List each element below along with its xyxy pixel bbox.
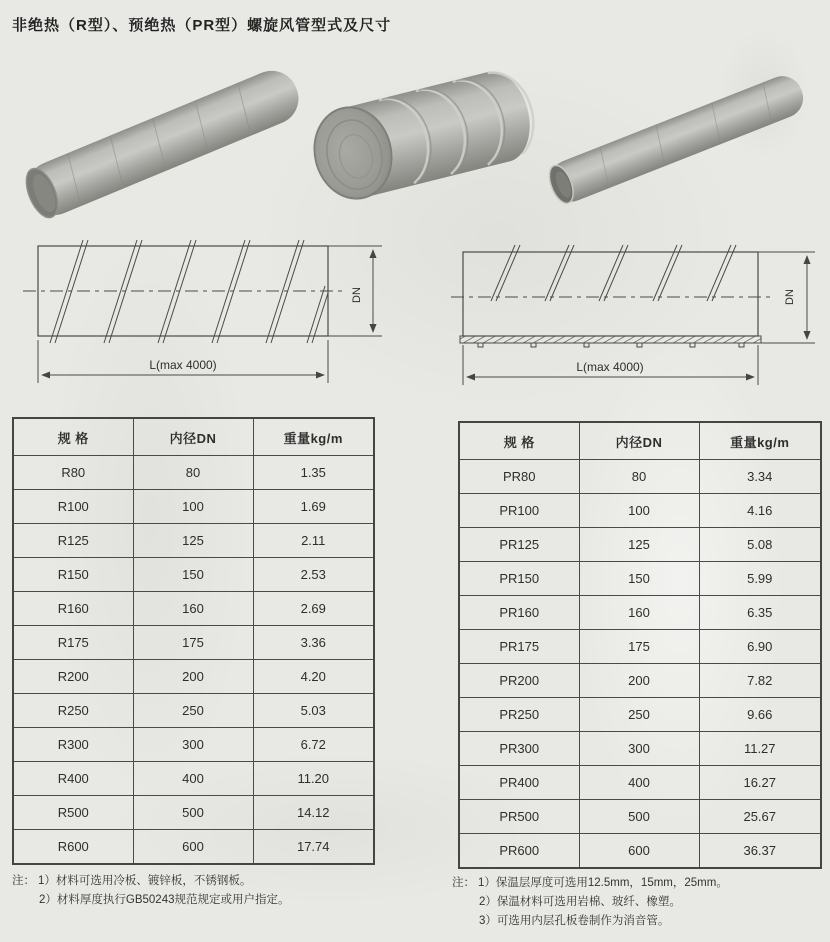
table-cell: 160 (133, 592, 253, 626)
header-weight: 重量kg/m (253, 418, 374, 456)
table-cell: PR400 (459, 766, 579, 800)
note-line (452, 874, 728, 893)
header-inner-diameter: 内径DN (133, 418, 253, 456)
table-row (13, 456, 374, 490)
spec-table-r-type (12, 417, 375, 865)
table-cell: PR500 (459, 800, 579, 834)
table-row (13, 694, 374, 728)
table-cell: 4.16 (699, 494, 821, 528)
table-cell: R150 (13, 558, 133, 592)
photo-spiral-duct-cylinder (305, 64, 542, 207)
table-row (459, 596, 821, 630)
table-cell: R100 (13, 490, 133, 524)
header-spec: 规 格 (459, 422, 579, 460)
table-row (13, 796, 374, 830)
note-prefix: 注： (12, 875, 35, 887)
table-cell: 4.20 (253, 660, 374, 694)
table-cell: PR175 (459, 630, 579, 664)
table-cell: 6.72 (253, 728, 374, 762)
table-cell: 5.08 (699, 528, 821, 562)
table-cell: 1.35 (253, 456, 374, 490)
diagram-r-type (5, 233, 410, 391)
table-cell: R200 (13, 660, 133, 694)
table-cell: R400 (13, 762, 133, 796)
table-row (459, 834, 821, 869)
table-cell: 5.03 (253, 694, 374, 728)
table-row (459, 562, 821, 596)
table-cell: 250 (579, 698, 699, 732)
table-row (459, 664, 821, 698)
table-cell: R80 (13, 456, 133, 490)
table-cell: 5.99 (699, 562, 821, 596)
table-cell: 150 (133, 558, 253, 592)
table-row (13, 592, 374, 626)
table-cell: 300 (133, 728, 253, 762)
table-cell: 1.69 (253, 490, 374, 524)
table-row (13, 626, 374, 660)
dn-label: DN (784, 289, 796, 305)
table-cell: PR200 (459, 664, 579, 698)
table-cell: 400 (133, 762, 253, 796)
table-cell: 16.27 (699, 766, 821, 800)
table-cell: 2.69 (253, 592, 374, 626)
table-cell: 100 (133, 490, 253, 524)
table-cell: R125 (13, 524, 133, 558)
table-cell: 400 (579, 766, 699, 800)
table-cell: 80 (579, 460, 699, 494)
table-cell: PR250 (459, 698, 579, 732)
table-cell: 2.53 (253, 558, 374, 592)
note-line: 2）材料厚度执行GB50243规范规定或用户指定。 (39, 894, 290, 906)
table-cell: 36.37 (699, 834, 821, 869)
photo-spiral-duct-long (20, 63, 307, 223)
table-cell: R500 (13, 796, 133, 830)
table-cell: 17.74 (253, 830, 374, 865)
note-line (12, 872, 290, 891)
table-header-row (459, 422, 821, 460)
table-row (459, 800, 821, 834)
table-row (459, 494, 821, 528)
table-cell: 160 (579, 596, 699, 630)
table-row (13, 490, 374, 524)
insulation-strip (460, 336, 761, 343)
table-cell: 150 (579, 562, 699, 596)
table-cell: 7.82 (699, 664, 821, 698)
table-row (459, 528, 821, 562)
table-row (13, 524, 374, 558)
note-text: 1）保温层厚度可选用12.5mm，15mm，25mm。 (478, 877, 728, 889)
table-cell: 175 (133, 626, 253, 660)
table-cell: PR600 (459, 834, 579, 869)
notes-r-type (12, 872, 290, 910)
table-header-row (13, 418, 374, 456)
header-inner-diameter: 内径DN (579, 422, 699, 460)
spec-table-pr-type (458, 421, 822, 869)
table-cell: 25.67 (699, 800, 821, 834)
table-cell: R300 (13, 728, 133, 762)
table-cell: 14.12 (253, 796, 374, 830)
product-photos (0, 55, 830, 235)
table-row (13, 830, 374, 865)
insulation-clips (478, 343, 744, 347)
table-row (13, 660, 374, 694)
diagram-pr-type (443, 233, 830, 391)
duct-body-outline (463, 252, 758, 336)
table-cell: R250 (13, 694, 133, 728)
table-cell: 300 (579, 732, 699, 766)
table-cell: 3.36 (253, 626, 374, 660)
note-text: 1）材料可选用冷板、镀锌板，不锈钢板。 (38, 875, 252, 887)
table-row (13, 762, 374, 796)
table-cell: 175 (579, 630, 699, 664)
photo-spiral-duct-thin (544, 70, 809, 207)
table-cell: 6.35 (699, 596, 821, 630)
table-row (459, 732, 821, 766)
note-line: 2）保温材料可选用岩棉、玻纤、橡塑。 (479, 896, 681, 908)
table-cell: PR125 (459, 528, 579, 562)
table-cell: 250 (133, 694, 253, 728)
table-cell: 11.20 (253, 762, 374, 796)
table-cell: 11.27 (699, 732, 821, 766)
table-row (459, 630, 821, 664)
table-row (459, 460, 821, 494)
table-cell: R600 (13, 830, 133, 865)
table-cell: 500 (579, 800, 699, 834)
table-row (13, 728, 374, 762)
table-cell: PR300 (459, 732, 579, 766)
table-cell: PR100 (459, 494, 579, 528)
table-cell: 125 (579, 528, 699, 562)
header-weight: 重量kg/m (699, 422, 821, 460)
table-cell: 600 (579, 834, 699, 869)
dn-label: DN (351, 287, 363, 303)
table-cell: 80 (133, 456, 253, 490)
table-cell: PR160 (459, 596, 579, 630)
page-title: 非绝热（R型）、预绝热（PR型）螺旋风管型式及尺寸 (12, 17, 392, 34)
table-cell: 125 (133, 524, 253, 558)
table-cell: 6.90 (699, 630, 821, 664)
table-cell: 500 (133, 796, 253, 830)
note-line: 3）可选用内层孔板卷制作为消音管。 (479, 915, 670, 927)
table-cell: 2.11 (253, 524, 374, 558)
table-cell: R175 (13, 626, 133, 660)
length-label: L(max 4000) (149, 358, 217, 372)
table-cell: 200 (133, 660, 253, 694)
table-row (13, 558, 374, 592)
table-cell: 200 (579, 664, 699, 698)
length-label: L(max 4000) (576, 360, 644, 374)
table-cell: 9.66 (699, 698, 821, 732)
notes-pr-type (452, 874, 728, 931)
table-cell: 600 (133, 830, 253, 865)
table-cell: R160 (13, 592, 133, 626)
table-row (459, 698, 821, 732)
table-cell: PR150 (459, 562, 579, 596)
note-prefix: 注： (452, 877, 475, 889)
table-cell: 100 (579, 494, 699, 528)
table-cell: 3.34 (699, 460, 821, 494)
table-row (459, 766, 821, 800)
table-cell: PR80 (459, 460, 579, 494)
header-spec: 规 格 (13, 418, 133, 456)
